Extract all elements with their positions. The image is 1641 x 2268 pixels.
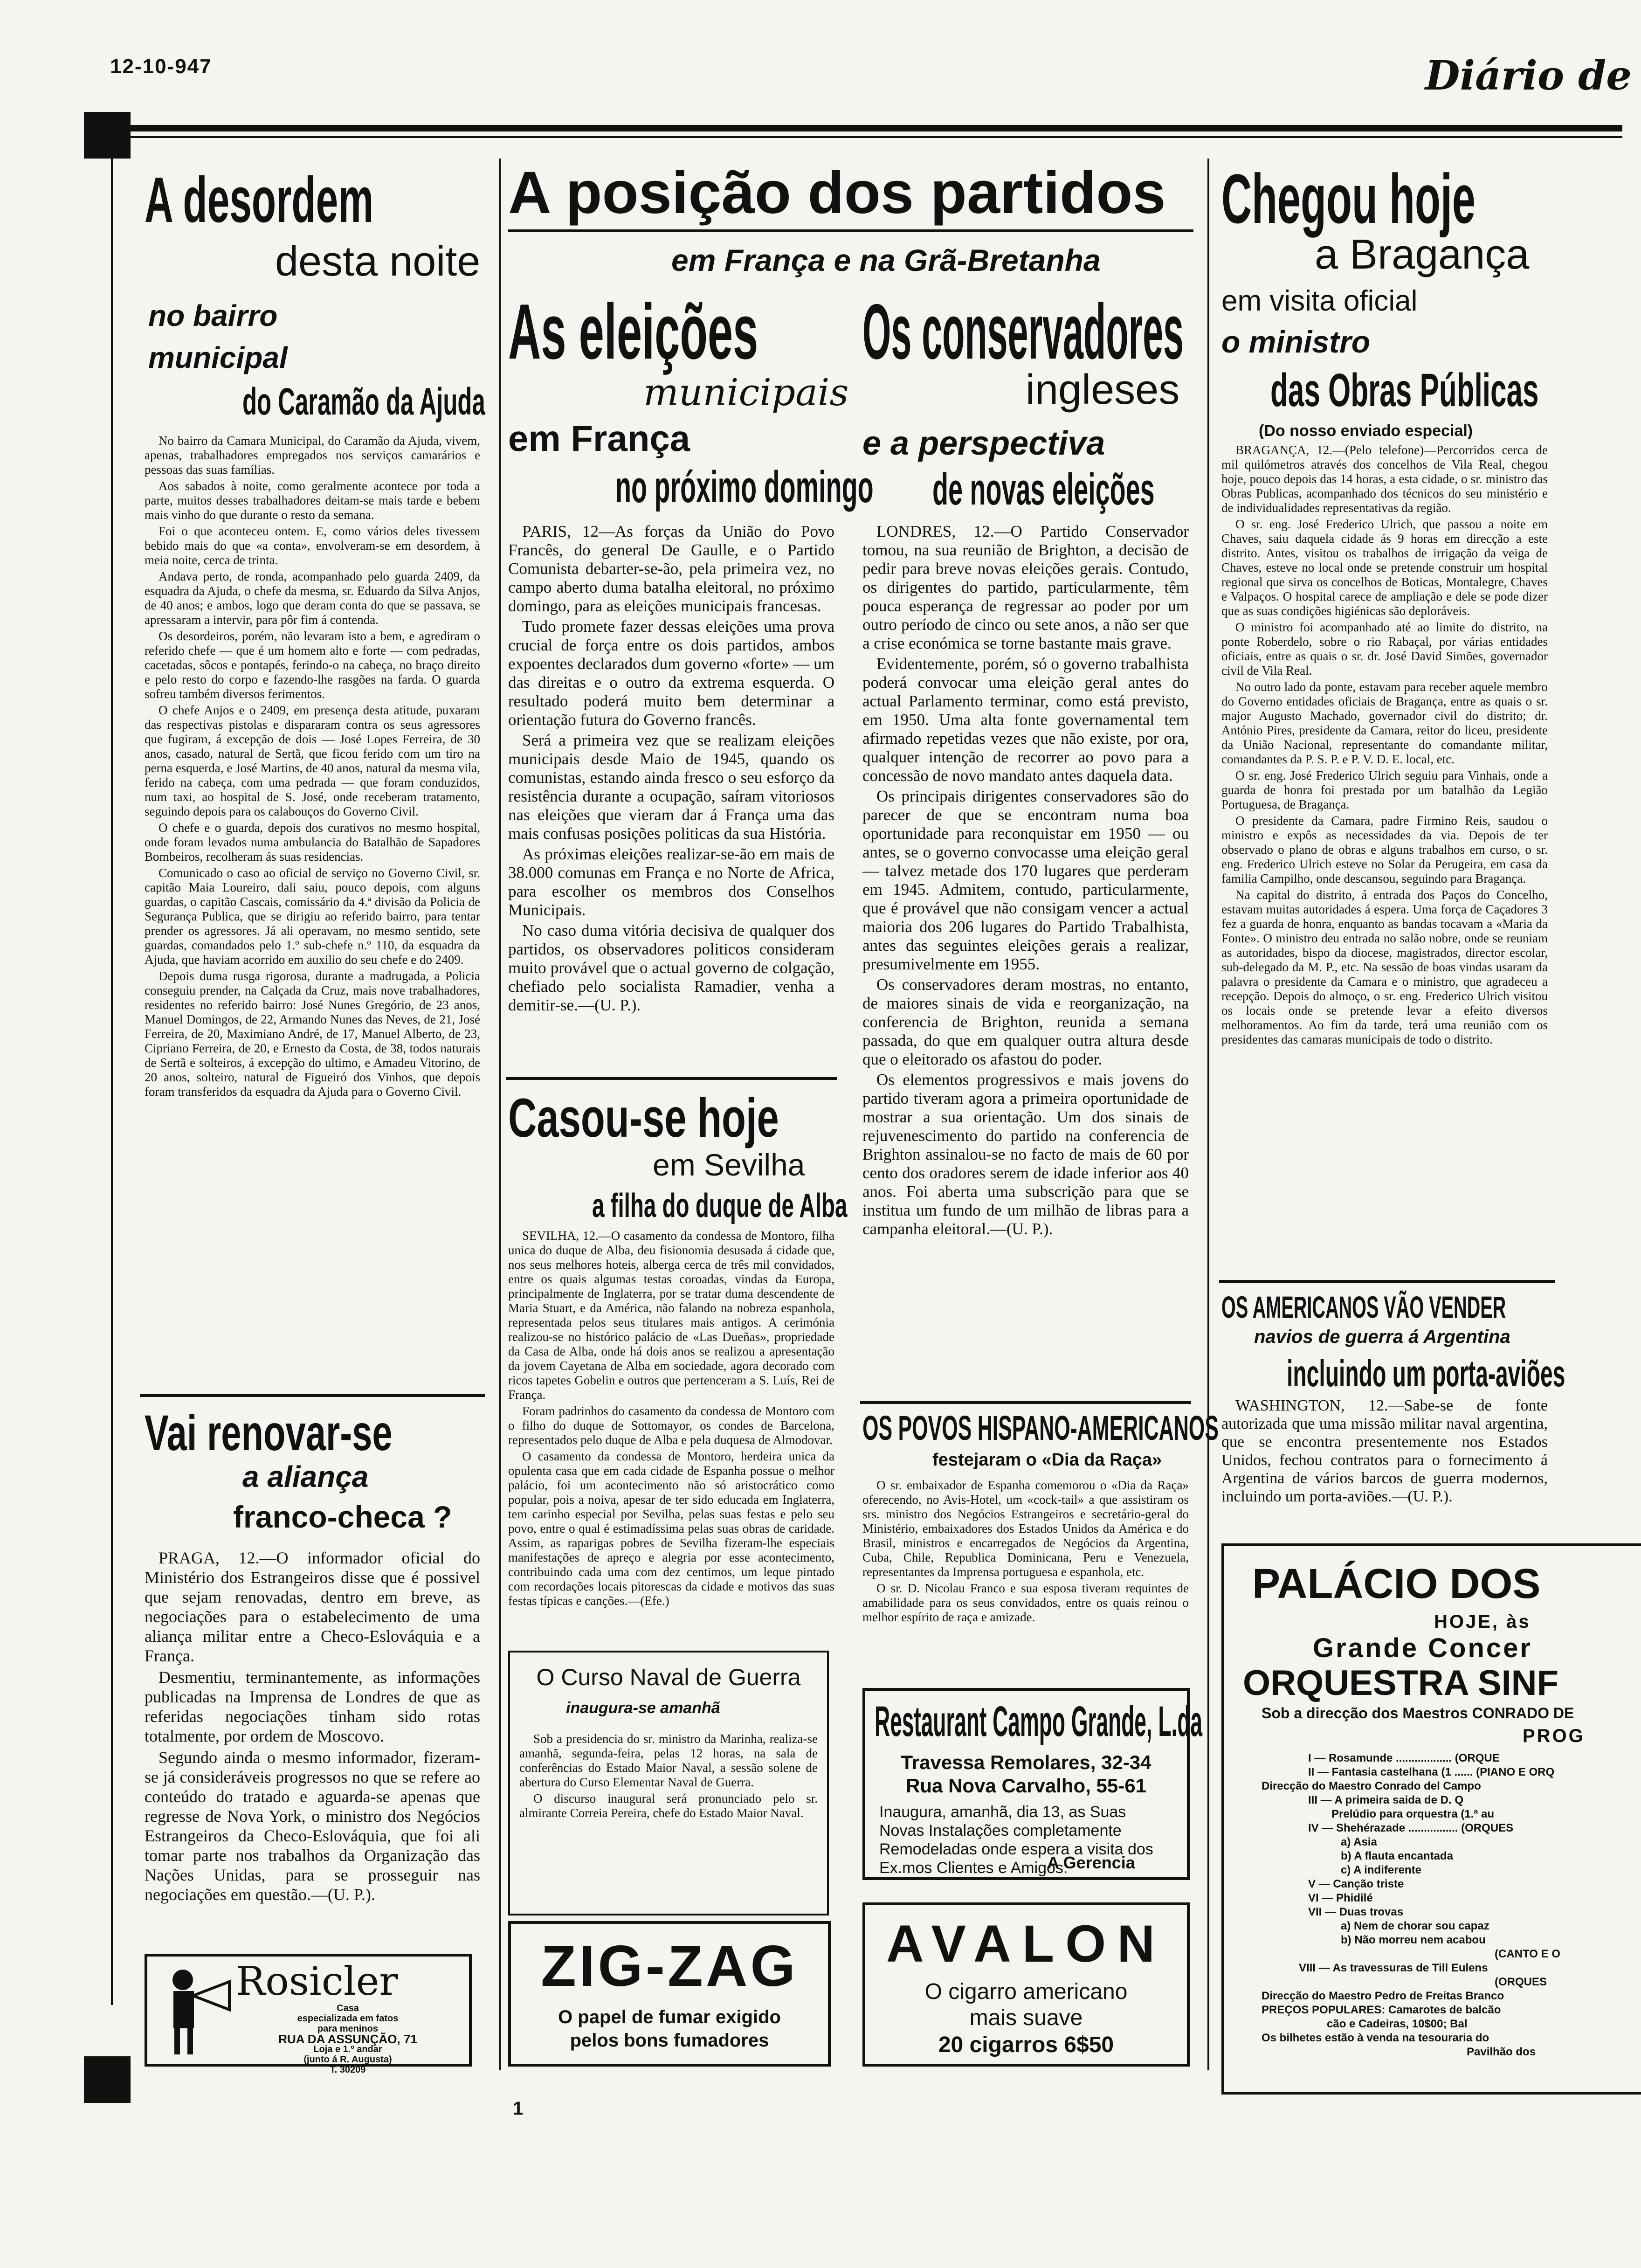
herald-figure-icon bbox=[155, 1963, 234, 2056]
hispano-sub: festejaram o «Dia da Raça» bbox=[932, 1450, 1162, 1470]
partidos-sub: em França e na Grã-Bretanha bbox=[671, 243, 1101, 277]
americanos-sub2: incluindo um porta-aviões bbox=[1287, 1353, 1565, 1394]
zigzag-line2: pelos bons fumadores bbox=[570, 2030, 769, 2051]
desordem-sub1: desta noite bbox=[275, 238, 481, 285]
casou-sub1: em Sevilha bbox=[653, 1148, 805, 1182]
avalon-line2: mais suave bbox=[969, 2005, 1083, 2030]
alianca-sub2: franco-checa ? bbox=[233, 1500, 452, 1534]
footer-mark: 1 bbox=[513, 2098, 524, 2119]
braganca-title: Chegou hoje bbox=[1221, 159, 1476, 238]
curso-body: Sob a presidencia do sr. ministro da Marinha, realiza-se amanhã, segunda-feira, pelas 12 horas, na sala de conferências do Estado Maior Naval, a sessão solene de abertura do Curso Elementar Naval de Guerra. O discurso inaugural será pronunciado pelo sr. almirante Correia Pereira, chefe do Estado Maior Naval. bbox=[519, 1732, 818, 1820]
hispano-body: O sr. embaixador de Espanha comemorou o «Dia da Raça» oferecendo, no Avis-Hotel, um «cock-tail» a que assistiram os srs. ministro dos Negócios Estrangeiros e secretário-geral do Ministério, embaixadores dos Estados Unidos da América e do Brasil, ministros e encarregados de Negócios da Argentina, Cuba, Chile, Republica Dominicana, Peru e Venezuela, representantes da Imprensa portuguesa e espanhola, etc. O sr. D. Nicolau Franco e sua esposa tiveram requintes de amabilidade para os seus convidados, entre os quais reinou o melhor espírito de raça e amizade. bbox=[862, 1478, 1189, 1624]
avalon-line3: 20 cigarros 6$50 bbox=[938, 2033, 1114, 2057]
casou-title: Casou-se hoje bbox=[508, 1087, 779, 1149]
conservadores-sub3: de novas eleições bbox=[932, 464, 1155, 514]
avalon-title: AVALON bbox=[886, 1915, 1166, 1973]
curso-title: O Curso Naval de Guerra bbox=[536, 1664, 801, 1690]
palacio-ad bbox=[1221, 1543, 1641, 2095]
eleicoes-sub1: municipais bbox=[643, 371, 849, 414]
restaurant-addr2: Rua Nova Carvalho, 55-61 bbox=[906, 1775, 1146, 1797]
zigzag-title: ZIG-ZAG bbox=[541, 1934, 798, 1998]
top-rule bbox=[84, 125, 1622, 131]
braganca-sub3: o ministro bbox=[1221, 325, 1371, 359]
corner-mark-top bbox=[84, 112, 131, 159]
conservadores-body: LONDRES, 12.—O Partido Conservador tomou, na sua reunião de Brighton, a decisão de pedir para breve novas eleições gerais. Contudo, os dirigentes do partido, particularmente, têm pouca esperança de regressar ao poder por um outro período de cinco ou sete anos, a não ser que a crise económica se torne bastante mais grave. Evidentemente, porém, só o governo trabalhista poderá convocar uma eleição geral antes do actual Parlamento terminar, como está previsto, em 1950. Uma alta fonte governamental tem afirmado repetidas vezes que não existe, por ora, qualquer intenção de recorrer ao povo para a concessão de novo mandato antes daquela data. Os principais dirigentes conservadores são do parecer de que se encontram numa boa oportunidade para reconquistar em 1950 — ou antes, se o governo convocasse uma eleição geral — talvez metade dos 170 lugares que perderam em 1945. Admitem, contudo, particularmente, que é provável que não consigam vencer a actual maioria dos 206 lugares do Partido Trabalhista, antes das seguintes eleições gerais a realizar, presumivelmente em 1955. Os conservadores deram mostras, no entanto, de maiores sinais de vida e reorganização, na conferencia de Brighton, reunida a semana passada, do que em qualquer outra altura desde que o eleitorado os afastou do poder. Os elementos progressivos e mais jovens do partido tiveram agora a primeira oportunidade de mostrar a sua orientação. Um dos sinais de rejuvenescimento do partido na conferencia de Brighton assinalou-se no facto de mais de 60 por cento dos oradores serem de idade inferior aos 40 anos. Foi aberta uma subscrição para que se institua um fundo de um milhão de libras para a campanha eleitoral.—(U. P.). bbox=[862, 522, 1189, 1238]
rule-americanos bbox=[1219, 1280, 1555, 1283]
eleicoes-sub3: no próximo domingo bbox=[615, 462, 874, 512]
alianca-sub1: a aliança bbox=[242, 1460, 369, 1494]
issue-date: 12-10-947 bbox=[110, 55, 212, 78]
eleicoes-body: PARIS, 12—As forças da União do Povo Francês, do general De Gaulle, e o Partido Comunista debarter-se-ão, pela primeira vez, no campo aberto duma batalha eleitoral, no próximo domingo, para as eleições municipais francesas. Tudo promete fazer dessas eleições uma prova crucial de força entre os dois partidos, ambos expoentes declarados dum governo «forte» — um das direitas e o outro da extrema esquerda. O resultado poderá muito bem determinar a orientação futura do Governo francês. Será a primeira vez que se realizam eleições municipais desde Maio de 1945, quando os comunistas, estando ainda fresco o seu esforço da resistência durante a ocupação, saíram vitoriosos nas eleições que vieram dar á França uma das mais confusas posições politicas da sua História. As próximas eleições realizar-se-ão em mais de 38.000 comunas em França e no Norte de Africa, para escolher os membros dos Conselhos Municipais. No caso duma vitória decisiva de qualquer dos partidos, os observadores politicos consideram muito provável que o actual governo de colgação, chefiado pelo socialista Ramadier, venha a demitir-se.—(U. P.). bbox=[508, 522, 834, 1014]
palacio-title: PALÁCIO DOS bbox=[1252, 1561, 1541, 1607]
americanos-title: OS AMERICANOS VÃO VENDER bbox=[1221, 1290, 1506, 1324]
zigzag-line1: O papel de fumar exigido bbox=[558, 2007, 781, 2027]
rule-hispano bbox=[860, 1401, 1191, 1404]
palacio-program: I — Rosamunde .................. (ORQUE II — Fantasia castelhana (1 ...... (PIANO E ORQ Direcção do Maestro Conrado del Campo III — A primeira saida de D. Q Prelúdio para orquestra (1.ª au IV — Shehérazade ................ (ORQUES a) Asia b) A flauta encantada c) A indiferente V — Canção triste VI — Phidilé VII — Duas trovas a) Nem de chorar sou capaz b) Não morreu nem acabou (CANTO E O VIII — As travessuras de Till Eulens (ORQUES Direcção do Maestro Pedro de Freitas Branco PREÇOS POPULARES: Camarotes de balcão cão e Cadeiras, 10$00; Bal Os bilhetes estão à venda na tesouraria do Pavilhão dos bbox=[1262, 1752, 1560, 2058]
restaurant-sign: A Gerencia bbox=[1047, 1853, 1135, 1872]
rosicler-name: Rosicler bbox=[236, 1958, 398, 2004]
curso-box bbox=[508, 1651, 829, 1915]
restaurant-title: Restaurant Campo Grande, L.da bbox=[875, 1698, 1202, 1745]
eleicoes-title: As eleições bbox=[508, 288, 758, 375]
alianca-title: Vai renovar-se bbox=[145, 1404, 393, 1461]
restaurant-addr1: Travessa Remolares, 32-34 bbox=[901, 1751, 1151, 1773]
restaurant-body: Inaugura, amanhã, dia 13, as Suas Novas Instalações completamente Remodeladas onde espera a visita dos Ex.mos Clientes e Amigos. bbox=[879, 1803, 1153, 1877]
rule-partidos bbox=[508, 229, 1193, 232]
restaurant-ad bbox=[862, 1688, 1202, 1880]
conservadores-sub2: e a perspectiva bbox=[862, 425, 1105, 462]
corner-mark-bottom bbox=[84, 2056, 131, 2103]
desordem-sub2: no bairro bbox=[148, 299, 278, 332]
column-divider-2 bbox=[1207, 159, 1209, 2070]
rule-alianca bbox=[140, 1394, 485, 1397]
left-border-line bbox=[111, 159, 113, 2005]
palacio-l3: ORQUESTRA SINF bbox=[1243, 1663, 1558, 1703]
conservadores-title: Os conservadores bbox=[862, 288, 1184, 375]
americanos-body: WASHINGTON, 12.—Sabe-se de fonte autorizada que uma missão militar naval argentina, que se encontra presentemente nos Estados Unidos, fechou contratos para o fornecimento á Argentina de vários barcos de guerra modernos, incluindo um porta-aviões.—(U. P.). bbox=[1221, 1397, 1548, 1505]
palacio-l2: Grande Concer bbox=[1313, 1633, 1532, 1663]
braganca-sub2: em visita oficial bbox=[1221, 285, 1418, 317]
rosicler-details: Casa especializada em fatos para meninos RUA DA ASSUNÇÃO, 71 Loja e 1.º andar (junto á R. Augusta) T. 30209 bbox=[278, 2003, 417, 2075]
hispano-title: OS POVOS HISPANO-AMERICANOS bbox=[862, 1409, 1219, 1447]
braganca-sub4: das Obras Públicas bbox=[1270, 364, 1539, 416]
eleicoes-sub2: em França bbox=[508, 418, 690, 459]
desordem-sub4: do Caramão da Ajuda bbox=[242, 380, 485, 423]
rule-casou bbox=[506, 1077, 837, 1080]
desordem-title: A desordem bbox=[145, 164, 374, 236]
masthead: Diário de bbox=[1425, 52, 1632, 99]
partidos-title: A posição dos partidos bbox=[508, 159, 1166, 226]
americanos-sub1: navios de guerra á Argentina bbox=[1254, 1327, 1510, 1347]
column-divider-1 bbox=[499, 159, 501, 2070]
braganca-sub1: a Bragança bbox=[1315, 231, 1530, 278]
avalon-ad bbox=[862, 1902, 1190, 2067]
curso-sub: inaugura-se amanhã bbox=[566, 1699, 720, 1717]
casou-body: SEVILHA, 12.—O casamento da condessa de Montoro, filha unica do duque de Alba, deu fisionomia desusada á cidade que, nos seus melhores hoteis, alberga cerca de três mil convidados, entre os quais algumas testas coroadas, vindas da Europa, principalmente de Inglaterra, por se tratar duma descendente de Maria Stuart, e da América, não falando na nobreza espanhola, representada pelos seus titulares mais antigos. A cerimónia realizou-se no histórico palácio de «Las Dueñas», propriedade da Casa de Alba, onde há dois anos se realizou a apresentação da jovem Cayetana de Alba em sociedade, agora decorado com ricos tapetes Gobelin e outros que pertenceram a S. Luís, Rei de França. Foram padrinhos do casamento da condessa de Montoro com o filho do duque de Sottomayor, os condes de Barcelona, representados pelo duque de Alba e pela duquesa de Almodovar. O casamento da condessa de Montoro, herdeira unica da opulenta casa que em cada cidade de Espanha possue o melhor palácio, foi um acontecimento não só aristocrático como popular, pois a noiva, apesar de ter sido educada em Inglaterra, tem carinho especial por Sevilha, pelas suas festas e pelo seu povo, entre o qual é estimadíssima pelas suas obras de caridade. Assim, as raparigas pobres de Sevilha fizeram-lhe especiais manifestações de apreço e alegria por esse acontecimento, contribuindo cada uma com dez centimos, um leque pintado com recordações locais pitorescas da cidade e motivos das suas festas típicas e canções.—(Efe.) bbox=[508, 1229, 834, 1608]
desordem-sub3: municipal bbox=[148, 341, 288, 374]
rosicler-ad bbox=[145, 1954, 472, 2075]
braganca-body: BRAGANÇA, 12.—(Pelo telefone)—Percorridos cerca de mil quilómetros através dos concelhos de Vila Real, chegou hoje, pouco depois das 14 horas, a esta cidade, o sr. ministro das Obras Publicas, acompanhado dos técnicos do seu ministério e de individualidades representativas da região. O sr. eng. José Frederico Ulrich, que passou a noite em Chaves, saiu daquela cidade ás 9 horas em direcção a este distrito. Antes, visitou os trabalhos de irrigação da veiga de Chaves, esteve no local onde se pretende construir um hospital regional que sirva os concelhos de Boticas, Montalegre, Chaves e Valpaços. O hospital carece de ampliação e dele se pode dizer que as suas condições higiénicas são deploráveis. O ministro foi acompanhado até ao limite do distrito, na ponte Roberdelo, sobre o rio Rabaçal, por várias entidades oficiais, entre as quais o sr. dr. José David Simões, governador civil de Vila Real. No outro lado da ponte, estavam para receber aquele membro do Governo entidades oficiais de Bragança, entre as quais o sr. major Augusto Machado, governador civil do distrito; dr. António Pires, presidente da Camara, reitor do liceu, presidente da União Nacional, representante do comandante militar, comandantes da P. S. P. e P. V. D. E. local, etc. O sr. eng. José Frederico Ulrich seguiu para Vinhais, onde a guarda de honra foi prestada por um batalhão da Legião Portuguesa, de Bragança. O presidente da Camara, padre Firmino Reis, saudou o ministro e expôs as necessidades da via. Depois de ter observado o plano de obras e alguns trabalhos em curso, o sr. eng. Frederico Ulrich esteve no Solar da Perugeira, em casa da familia Campilho, onde descansou, seguindo para Bragança. Na capital do distrito, á entrada dos Paços do Concelho, estavam muitas autoridades á espera. Uma força de Caçadores 3 fez a guarda de honra, enquanto as bandas tocavam a «Maria da Fonte». O ministro deu entrada no salão nobre, onde se reuniam as autoridades, bispo da diocese, magistrados, director escolar, sub-delegado da M. P., etc. Na sessão de boas vindas usaram da palavra o presidente da Camara e o ministro, que agradeceu a recepção. Depois do almoço, o sr. eng. Frederico Ulrich visitou os locais onde se pretende levar a efeito diversos melhoramentos. Ao fim da tarde, terá uma reunião com os presidentes das camaras municipais de todo o distrito. bbox=[1221, 443, 1548, 1046]
avalon-line1: O cigarro americano bbox=[924, 1979, 1128, 2004]
palacio-l1: HOJE, às bbox=[1434, 1611, 1531, 1632]
desordem-body: No bairro da Camara Municipal, do Caramão da Ajuda, vivem, apenas, trabalhadores empregados nos serviços camarários e pessoas das suas famílias. Aos sabados à noite, como geralmente acontece por toda a parte, muitos desses trabalhadores deitam-se mais tarde e bebem mais vinho do que durante o resto da semana. Foi o que aconteceu ontem. E, como vários deles tivessem bebido mais do que «a conta», envolveram-se em desordem, à meia noite, cerca de trinta. Andava perto, de ronda, acompanhado pelo guarda 2409, da esquadra da Ajuda, o chefe da mesma, sr. Eduardo da Silva Anjos, de 40 anos; e ambos, logo que deram conta do que se passava, se apressaram a intervir, para pôr fim á contenda. Os desordeiros, porém, não levaram isto a bem, e agrediram o referido chefe — que é um homem alto e forte — com pedradas, cacetadas, sôcos e pontapés, ferindo-o na cabeça, no braço direito e pelo resto do corpo e fazendo-lhe rasgões na farda. O guarda sofreu também diversos ferimentos. O chefe Anjos e o 2409, em presença desta atitude, puxaram das respectivas pistolas e dispararam contra os seus agressores que fugiram, á excepção de dois — José Lopes Ferreira, de 30 anos, casado, natural de Sertã, que ficou ferido com um tiro na perna esquerda, e José Martins, de 40 anos, natural da mesma vila, ferido na cabeça, com uma pedrada — que foram conduzidos, num taxi, ao hospital de S. José, onde receberam tratamento, seguindo depois para os calabouços do Governo Civil. O chefe e o guarda, depois dos curativos no mesmo hospital, onde foram levados numa ambulancia do Batalhão de Sapadores Bombeiros, recolheram ás suas residencias. Comunicado o caso ao oficial de serviço no Governo Civil, sr. capitão Maia Loureiro, dali saiu, pouco depois, com alguns guardas, o capitão Cascais, comissário da 4.ª divisão da Policia de Segurança Publica, que se dirigiu ao referido bairro, para tentar prender os agressores. Já ali operavam, no mesmo sentido, sete guardas, comandados pelo 1.º sub-chefe n.º 110, da esquadra da Ajuda, que haviam acorrido em auxilio do seu chefe e do 2409. Depois duma rusga rigorosa, durante a madrugada, a Policia conseguiu prender, na Calçada da Cruz, mais nove trabalhadores, residentes no referido bairro: José Nunes Gregório, de 23 anos, Manuel Domingos, de 22, Armando Nunes das Neves, de 21, José Ferreira, de 20, Maximiano André, de 17, Manuel Alberto, de 23, Cipriano Ferreira, de 20, e Ernesto da Costa, de 38, todos naturais de Sertã e solteiros, á excepção do ultimo, e Amadeu Vitorino, de 20 anos, solteiro, natural de Figueiró dos Vinhos, que depois foram transferidos da esquadra da Ajuda para o Governo Civil. bbox=[145, 434, 480, 1099]
alianca-body: PRAGA, 12.—O informador oficial do Ministério dos Estrangeiros disse que é possivel que sejam renovadas, dentro em breve, as negociações para o estabelecimento de uma aliança militar entre a Checo-Eslováquia e a França. Desmentiu, terminantemente, as informações publicadas na Imprensa de Londres de que as referidas negociações tinham sido rotas totalmente, por ordem de Moscovo. Segundo ainda o mesmo informador, fizeram-se já consideráveis progressos no que se refere ao conteúdo do tratado e aguarda-se apenas que regresse de Nova York, o ministro dos Negócios Estrangeiros da Checo-Eslováquia, que foi ali tomar parte nos trabalhos da Organização das Nações Unidas, para se prosseguir nas negociações em questão.—(U. P.). bbox=[145, 1549, 480, 1904]
braganca-byline: (Do nosso enviado especial) bbox=[1259, 422, 1473, 440]
palacio-l5: PROG bbox=[1523, 1726, 1585, 1746]
palacio-l4: Sob a direcção dos Maestros CONRADO DE bbox=[1262, 1705, 1574, 1722]
casou-sub2: a filha do duque de Alba bbox=[592, 1187, 848, 1224]
top-rule-thin bbox=[84, 136, 1622, 138]
zigzag-ad bbox=[508, 1921, 831, 2067]
conservadores-sub1: ingleses bbox=[1026, 366, 1180, 413]
